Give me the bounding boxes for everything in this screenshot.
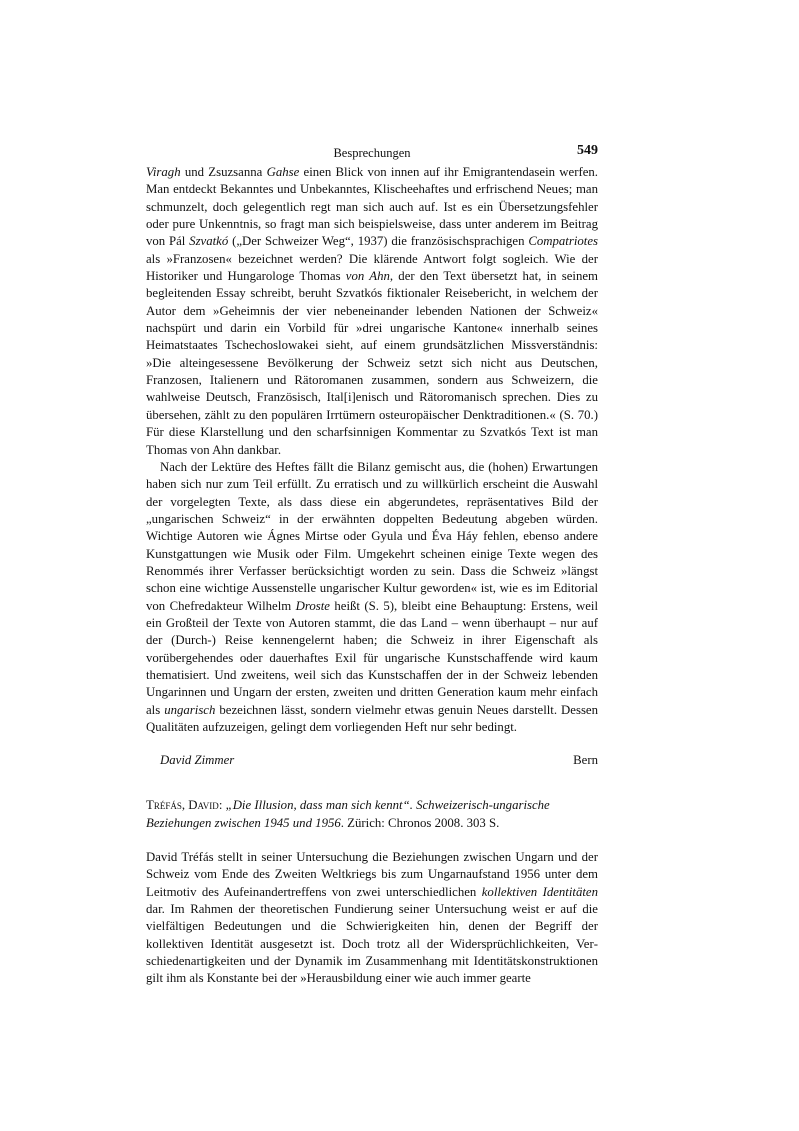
- reviewer-city: Bern: [573, 753, 598, 768]
- citation-publication: . Zürich: Chronos 2008. 303 S.: [340, 815, 500, 830]
- citation-author: Tréfás, David: [146, 798, 219, 813]
- text-run: („Der Schweizer Weg“, 1937) die französischsprachigen: [228, 234, 529, 249]
- italic-term: ungarisch: [164, 702, 216, 717]
- page-number: 549: [577, 143, 598, 158]
- italic-term: Compatriotes: [528, 234, 598, 249]
- review-paragraph: [146, 849, 598, 988]
- italic-term: kollektiven Identitäten: [481, 884, 599, 899]
- text-run: Nach der Lektüre des Heftes fällt die Bilanz gemischt aus, die (hohen) Erwartungen haben sich nur zum Teil erfüllt. Zu erratisch und zu willkürlich erscheint die Auswahl der vorgelegten Texte, als dass diese ein abgerundetes, repräsentatives Bild der „ungarischen Schweiz“ in der erwähnten doppelten Bedeutung abgeben würden. Wichtige Autoren wie Ágnes Mirtse oder Gyula und Éva Háy fehlen, ebenso andere Kunstgattungen wie Musik oder Film. Umgekehrt scheinen einige Texte wegen des Renommés ihrer Verfasser berücksichtigt worden zu sein. Dass die Schweiz »längst schon eine wichtige Aussenstelle ungarischer Kultur geworden« ist, wie es im Editorial von Chefredakteur Wilhelm: [146, 459, 598, 613]
- text-run: einen Blick von innen auf ihr Emigrantendasein werfen. Man entdeckt Bekanntes und Unbekanntes, Klischeehaftes und erfrischend Neues; man schmunzelt, doch gelegentlich regt man sich auch auf. Ist es ein Übersetzungsfehler oder pure Unkenntnis, so fragt man sich beispielsweise, dass unter anderem im Beitrag von Pál: [146, 165, 599, 249]
- text-run: dar. Im Rahmen der theoretischen Fundierung seiner Untersuchung weist er auf die vielfältigen Bedeutungen und die Schwierigkeiten hin, denen der Begriff der kollektiven Identität ausgesetzt ist. Doch trotz all der Widersprüchlichkeiten, Verschiedenartigkeiten und der Dynamik im Zusammenhang mit Identitätskonstruktionen gilt ihm als Konstante bei der »Herausbildung einer wie auch immer gearte: [146, 902, 598, 986]
- italic-name: von Ahn: [345, 269, 390, 284]
- text-run: bezeichnen lässt, sondern vielmehr etwas genuin Neues darstellt. Dessen Qualitäten aufzuzeigen, gelingt dem vorliegenden Heft nur sehr bedingt.: [146, 702, 598, 734]
- italic-name: Gahse: [266, 165, 300, 179]
- italic-name: Szvatkó: [189, 234, 229, 249]
- text-run: David Tréfás stellt in seiner Untersuchung die Beziehungen zwischen Ungarn und der Schweiz vom Ende des Zweiten Weltkriegs bis zum Ungarnaufstand 1956 unter dem Leitmotiv des Aufeinandertreffens von zwei unterschiedlichen: [146, 850, 598, 899]
- review-paragraph: [146, 459, 598, 737]
- citation-title: „Die Illusion, dass man sich kennt“. Schweizerisch-ungarische Beziehungen zwischen 1945 und 1956: [146, 798, 550, 830]
- text-run: heißt (S. 5), bleibt eine Behauptung: Erstens, weil ein Großteil der Texte von Autoren stammt, die das Land – wenn überhaupt – nur auf der (Durch-) Reise kennengelernt haben; die Schweiz in ihrer Eigenschaft als vorübergehendes oder dauerhaftes Exil für ungarische Kunstschaffende wird kaum thematisiert. Und zweitens, weil sich das Kunstschaffen der in der Schweiz lebenden Ungarinnen und Ungarn der ersten, zweiten und dritten Generation kaum mehr einfach als: [146, 598, 598, 717]
- citation-separator: :: [218, 798, 226, 813]
- review-signature: [146, 753, 598, 771]
- running-title: Besprechungen: [333, 146, 411, 160]
- text-run: , der den Text übersetzt hat, in seinem begleitenden Essay schreibt, beruht Szvatkós fiktionaler Reisebericht, in welchem der Autor dem »Geheimnis der vier nebeneinander lebenden Nationen der Schweiz« nachspürt und darin ein Vorbild für »drei ungarische Kantone« innerhalb seines Heimatstaates Tschechoslowakei sieht, auf einem grundsätzlichen Missverständnis: »Die alteingesessene Bevölkerung der Schweiz setzt sich nicht aus Deutschen, Franzosen, Italienern und Rätoromanen zusammen, sondern aus Schweizern, die wahlweise Deutsch, Französisch, Ital[i]enisch und Rätoromanisch sprechen. Dies zu übersehen, zählt zu den populären Irrtümern osteuropäischer Denktraditionen.« (S. 70.) Für diese Klarstellung und den scharfsinnigen Kommentar zu Szvatkós Text ist man Thomas von Ahn dankbar.: [146, 269, 598, 457]
- italic-name: Droste: [295, 598, 330, 613]
- running-head: [146, 138, 598, 164]
- review-paragraph: [146, 164, 598, 459]
- book-page: [146, 138, 598, 988]
- italic-name: Viragh: [146, 165, 181, 179]
- text-run: und Zsuzsanna: [180, 165, 267, 179]
- book-citation: [146, 797, 598, 832]
- text-run: als »Franzosen« bezeichnet werden? Die klärende Antwort folgt sogleich. Wie der Historiker und Hungarologe Thomas: [146, 251, 598, 284]
- reviewer-name: David Zimmer: [160, 753, 235, 768]
